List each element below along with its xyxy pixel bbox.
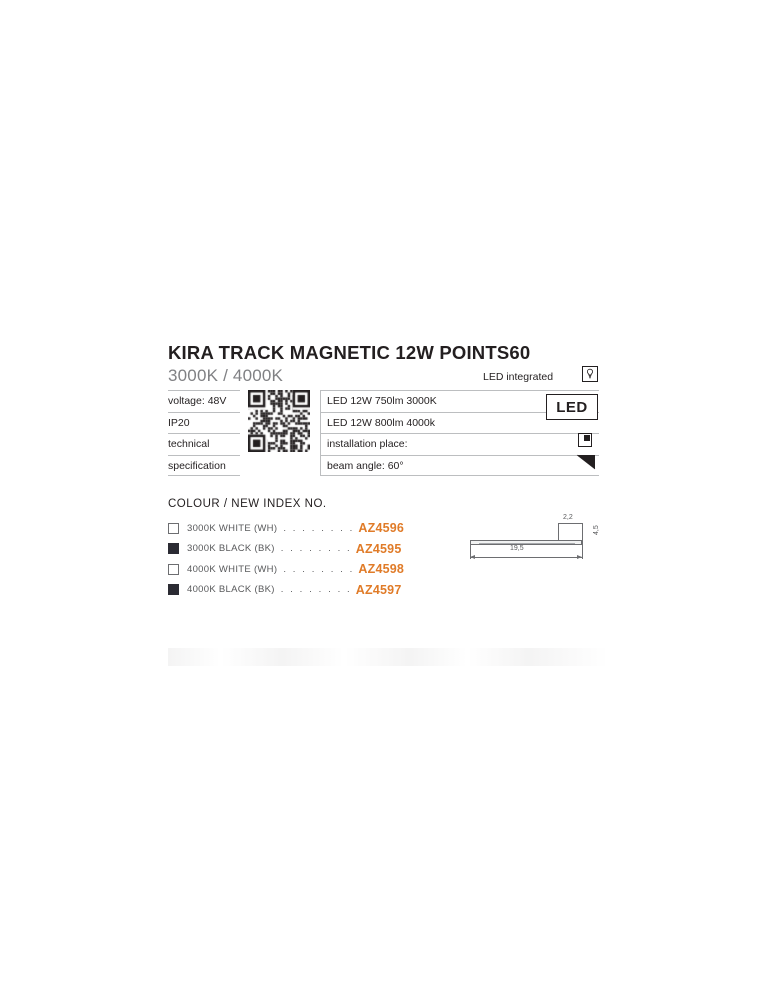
spec-row-technical: technical [168, 433, 240, 455]
height-dimension-line [582, 537, 583, 548]
page-title: KIRA TRACK MAGNETIC 12W POINTS60 [168, 342, 531, 363]
spec-row-beam-angle: beam angle: 60° [321, 455, 599, 477]
swatch-black-4000k [168, 584, 179, 595]
variant-list [168, 518, 468, 600]
fixture-profile [470, 540, 582, 545]
variant-code: AZ4595 [355, 541, 402, 556]
variant-name: 4000K BLACK (BK) [187, 584, 275, 596]
spec-row-installation-place: installation place: [321, 433, 599, 455]
depth-dimension-line [558, 523, 582, 524]
variant-name: 3000K WHITE (WH) [187, 522, 278, 534]
bulb-icon [582, 366, 598, 382]
spec-left-column [168, 390, 240, 476]
variant-code: AZ4597 [355, 582, 402, 597]
beam-angle-icon [576, 454, 596, 470]
extension-line-top-left [558, 523, 559, 540]
list-item [168, 580, 468, 601]
background-texture [168, 648, 608, 666]
leader-dots: . . . . . . . . [280, 584, 352, 596]
variant-code: AZ4596 [358, 521, 405, 536]
specification-table [168, 390, 598, 476]
qr-code [248, 390, 310, 476]
led-badge: LED [546, 394, 598, 420]
list-item [168, 559, 468, 580]
leader-dots: . . . . . . . . [283, 563, 355, 575]
spec-row-ip: IP20 [168, 412, 240, 434]
variant-code: AZ4598 [358, 562, 405, 577]
leader-dots: . . . . . . . . [280, 543, 352, 555]
swatch-black-3000k [168, 543, 179, 554]
colour-index-heading: COLOUR / NEW INDEX NO. [168, 498, 327, 510]
leader-dots: . . . . . . . . [283, 522, 355, 534]
list-item [168, 518, 468, 539]
swatch-white-4000k [168, 564, 179, 575]
variant-name: 3000K BLACK (BK) [187, 543, 275, 555]
spec-row-lumen-3000k: LED 12W 750lm 3000K [321, 390, 599, 412]
product-subtitle: 3000K / 4000K [168, 366, 284, 385]
list-item [168, 539, 468, 560]
height-dimension-label: 4,5 [593, 525, 600, 535]
swatch-white-3000k [168, 523, 179, 534]
spec-row-lumen-4000k: LED 12W 800lm 4000k [321, 412, 599, 434]
depth-dimension-label: 2,2 [563, 514, 573, 521]
width-dimension-label: 19,5 [510, 545, 524, 552]
spec-row-specification: specification [168, 455, 240, 477]
dimension-drawing [462, 515, 612, 575]
led-integrated-label: LED integrated [483, 371, 554, 383]
variant-name: 4000K WHITE (WH) [187, 563, 278, 575]
width-dimension-line [470, 557, 582, 558]
spec-row-voltage: voltage: 48V [168, 390, 240, 412]
ceiling-mount-icon [578, 433, 592, 447]
